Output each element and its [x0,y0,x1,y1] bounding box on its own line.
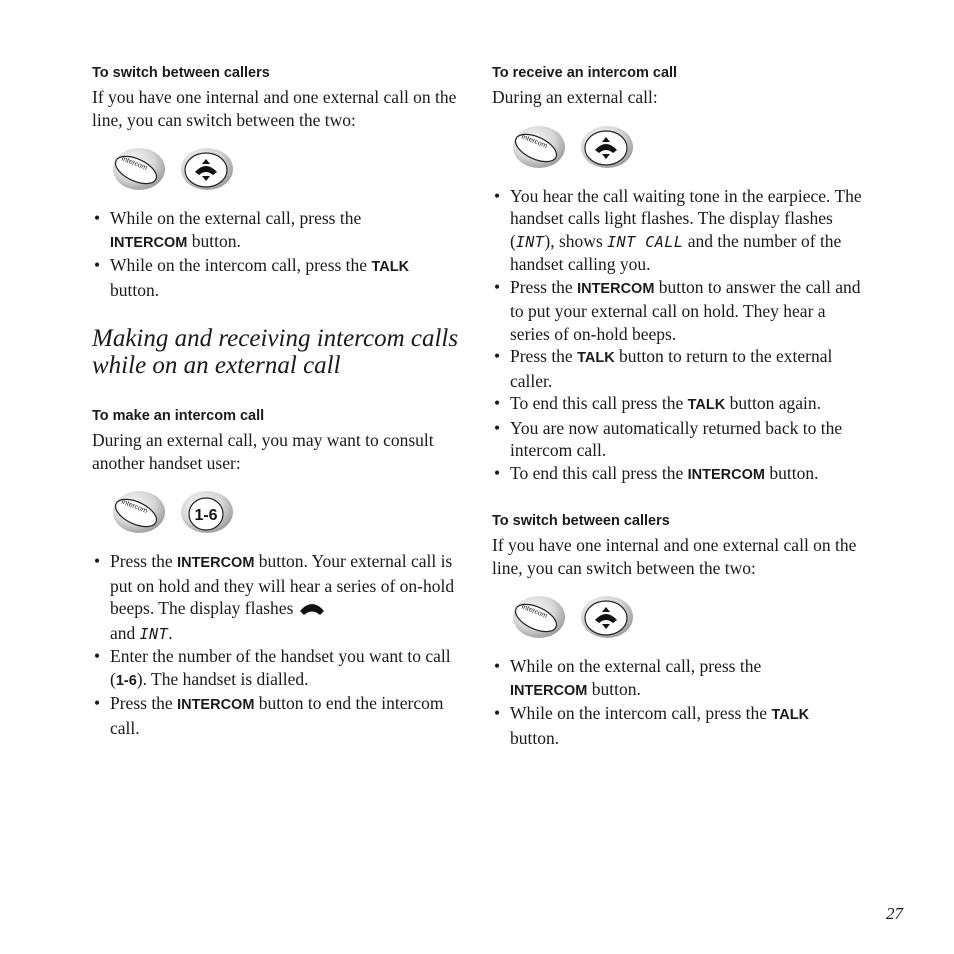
list-item: • Enter the number of the handset you want to call (1-6). The handset is dialled. [92,645,467,692]
intercom-button-icon [512,124,566,170]
bullet-list [92,550,467,739]
button-illustration [512,119,867,175]
right-column [492,64,867,749]
list-item: • To end this call press the TALK button again. [492,392,867,417]
button-illustration [112,141,467,197]
spacer [492,486,867,512]
intercom-button-icon [512,594,566,640]
list-item: • While on the external call, press the INTERCOM button. [92,207,467,254]
keypad-1-6-button-icon [180,489,234,535]
section-paragraph: During an external call, you may want to consult another handset user: [92,430,434,473]
svg-text:Intercom: Intercom [520,603,549,621]
list-item: • Press the INTERCOM button. Your external call is put on hold and they will hear a series of on-hold beeps. The display flashes and INT. [92,550,467,645]
talk-button-icon [580,124,634,170]
section-heading-make-intercom: To make an intercom call [92,408,265,424]
svg-text:Intercom: Intercom [120,155,149,173]
section-paragraph: If you have one internal and one external call on the line, you can switch between the two: [92,87,457,130]
list-item: • To end this call press the INTERCOM button. [492,462,867,487]
svg-text:Intercom: Intercom [120,498,149,516]
left-column [92,64,467,739]
phone-icon [299,599,325,622]
svg-text:Intercom: Intercom [520,132,549,150]
list-item: • You hear the call waiting tone in the earpiece. The handset calls light flashes. The display flashes (INT), shows INT CALL and the number of the handset calling you. [492,185,867,276]
section-heading-switch-callers: To switch between callers [92,65,270,81]
list-item: • While on the intercom call, press the TALK button. [492,702,867,749]
button-illustration [512,589,867,645]
bullet-list [492,185,867,487]
section-heading-switch-callers: To switch between callers [492,513,670,529]
list-item: • While on the external call, press the INTERCOM button. [492,655,867,702]
list-item: • While on the intercom call, press the TALK button. [92,254,467,301]
section-paragraph: If you have one internal and one external call on the line, you can switch between the two: [492,535,857,578]
list-item: • Press the INTERCOM button to end the intercom call. [92,692,467,739]
section-paragraph: During an external call: [492,87,658,107]
page-number: 27 [886,904,903,923]
svg-text:1-6: 1-6 [194,507,218,524]
page-section-title: Making and receiving intercom calls while on an external call [92,325,459,379]
bullet-list [92,207,467,301]
section-heading-receive-intercom: To receive an intercom call [492,65,678,81]
intercom-button-icon [112,146,166,192]
list-item: • Press the INTERCOM button to answer the call and to put your external call on hold. They hear a series of on-hold beeps. [492,276,867,346]
button-illustration [112,484,467,540]
list-item: • Press the TALK button to return to the external caller. [492,345,867,392]
talk-button-icon [580,594,634,640]
intercom-button-icon [112,489,166,535]
bullet-list [492,655,867,749]
talk-button-icon [180,146,234,192]
list-item: • You are now automatically returned back to the intercom call. [492,417,867,462]
